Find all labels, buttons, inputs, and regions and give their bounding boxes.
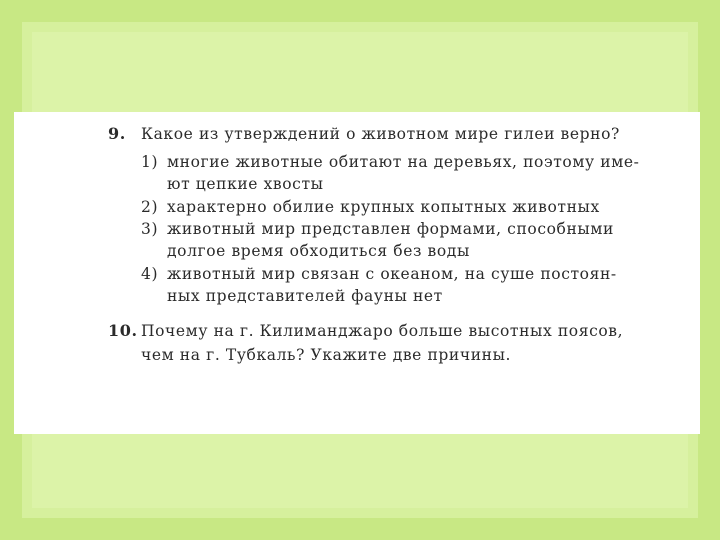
question-text: Какое из утверждений о животном мире гилеи верно? xyxy=(141,125,620,143)
question-sheet xyxy=(14,112,700,434)
answer-text-line: ют цепкие хвосты xyxy=(167,175,324,193)
answer-text-line: многие животные обитают на деревьях, поэтому име- xyxy=(167,153,640,171)
answer-option-4 xyxy=(141,263,617,285)
answer-text-line: животный мир представлен формами, способными xyxy=(167,220,614,238)
answer-option-1 xyxy=(141,151,639,173)
answer-text-line: животный мир связан с океаном, на суше постоян- xyxy=(167,265,617,283)
question-text-line: Почему на г. Килиманджаро больше высотных поясов, xyxy=(141,322,624,340)
answer-number: 1) xyxy=(141,153,159,171)
answer-option-3 xyxy=(141,218,614,240)
answer-option-4-continuation xyxy=(167,285,443,307)
question-number: 9. xyxy=(108,124,126,143)
answer-option-2 xyxy=(141,196,600,218)
answer-number: 2) xyxy=(141,198,159,216)
answer-number: 4) xyxy=(141,265,159,283)
answer-text-line: ных представителей фауны нет xyxy=(167,287,443,305)
question-text-line: чем на г. Тубкаль? Укажите две причины. xyxy=(141,346,512,364)
answer-option-3-continuation xyxy=(167,240,470,262)
answer-number: 3) xyxy=(141,220,159,238)
question-number: 10. xyxy=(108,321,138,340)
answer-text-line: характерно обилие крупных копытных животных xyxy=(167,198,600,216)
answer-text-line: долгое время обходиться без воды xyxy=(167,242,470,260)
answer-option-1-continuation xyxy=(167,173,324,195)
